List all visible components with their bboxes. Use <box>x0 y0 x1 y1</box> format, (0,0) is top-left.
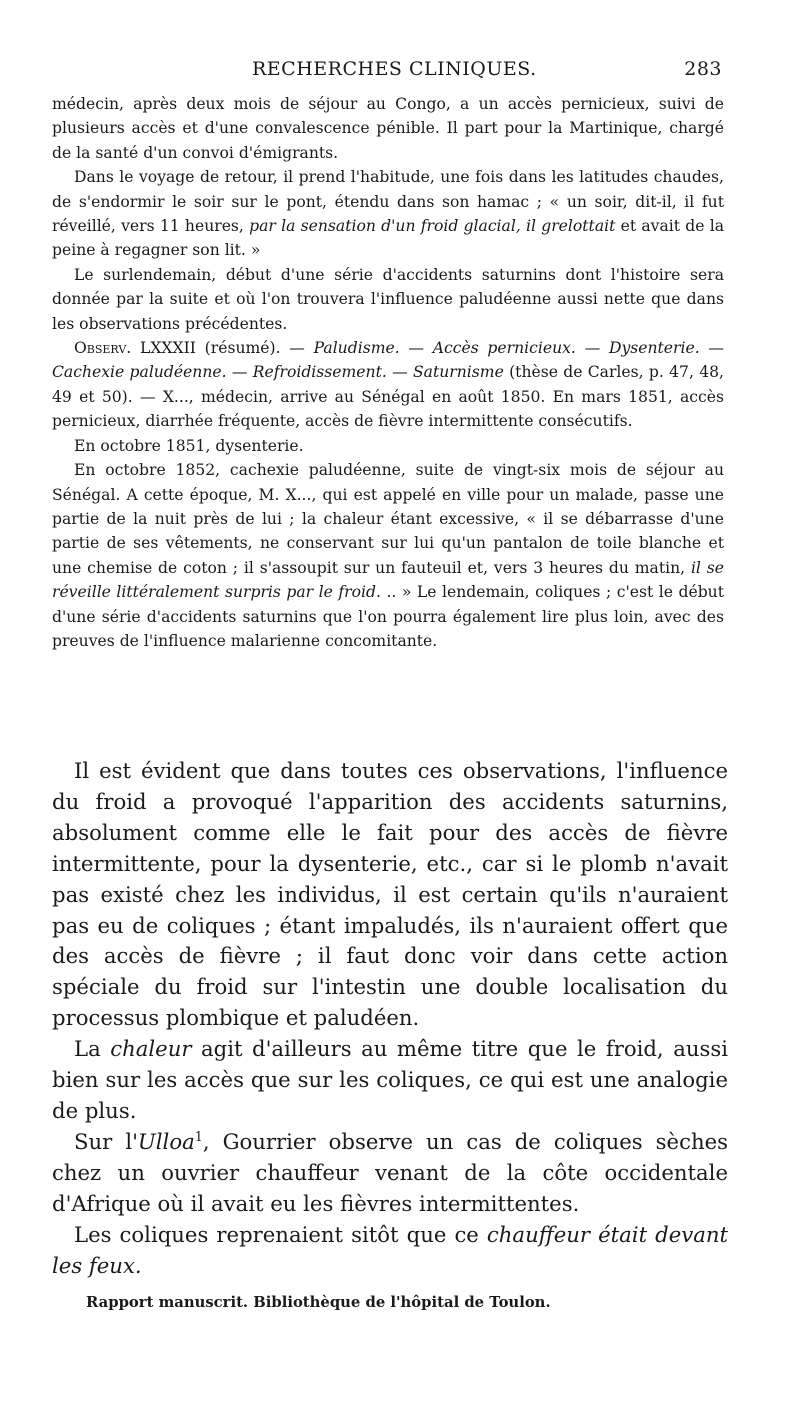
observation-paragraph: Dans le voyage de retour, il prend l'habitude, une fois dans les latitudes chaudes, de s'endormir le soir sur le pont, étendu dans son hamac ; « un soir, dit-il, il fut réveillé, vers 11 heures, par la sensation d'un froid glacial, il grelottait et avait de la peine à regagner son lit. » <box>52 168 724 260</box>
observation-label: Observ. <box>74 339 132 358</box>
page-number: 283 <box>684 58 722 80</box>
main-text-block <box>52 756 728 1281</box>
body-paragraph: Sur l'Ulloa$^1$, Gourrier observe un cas de coliques sèches chez un ouvrier chauffeur venant de la côte occidentale d'Afrique où il avait eu les fièvres intermittentes. <box>52 1128 729 1216</box>
footnote: Rapport manuscrit. Bibliothèque de l'hôpital de Toulon. <box>86 1294 551 1311</box>
observation-block <box>52 92 724 653</box>
observation-paragraph: Le surlendemain, début d'une série d'accidents saturnins dont l'histoire sera donnée par la suite et où l'on trouvera l'influence paludéenne aussi nette que dans les observations précédentes. <box>52 265 724 333</box>
running-header <box>52 58 722 88</box>
running-title: RECHERCHES CLINIQUES. <box>252 58 537 80</box>
body-paragraph: La chaleur agit d'ailleurs au même titre que le froid, aussi bien sur les accès que sur les coliques, ce qui est une analogie de plus. <box>52 1036 729 1123</box>
observation-paragraph: En octobre 1852, cachexie paludéenne, suite de vingt-six mois de séjour au Sénégal. A cette époque, M. X..., qui est appelé en ville pour un malade, passe une partie de la nuit près de lui ; la chaleur étant excessive, « il se débarrasse d'une partie de ses vêtements, ne conservant sur lui qu'un pantalon de toile blanche et une chemise de coton ; il s'assoupit sur un fauteuil et, vers 3 heures du matin, il se réveille littéralement surpris par le froid. .. » Le lendemain, coliques ; c'est le début d'une série d'accidents saturnins que l'on pourra également lire plus loin, avec des preuves de l'influence malarienne concomitante. <box>52 461 724 650</box>
body-paragraph: Les coliques reprenaient sitôt que ce chauffeur était devant les feux. <box>52 1221 729 1278</box>
footnote-marker: 1 <box>194 1128 203 1144</box>
observation-paragraph: médecin, après deux mois de séjour au Congo, a un accès pernicieux, suivi de plusieurs accès et d'une convalescence pénible. Il part pour la Martinique, chargé de la santé d'un convoi d'émigrants. <box>52 95 724 162</box>
observation-heading-paragraph: Observ. LXXXII (résumé). — Paludisme. — Accès pernicieux. — Dysenterie. — Cachexie paludéenne. — Refroidissement. — Saturnisme (thèse de Carles, p. 47, 48, 49 et 50). — X..., médecin, arrive au Sénégal en août 1850. En mars 1851, accès pernicieux, diarrhée fréquente, accès de fièvre intermittente consécutifs. <box>52 339 724 431</box>
body-paragraph: Il est évident que dans toutes ces observations, l'influence du froid a provoqué l'apparition des accidents saturnins, absolument comme elle le fait pour des accès de fièvre intermittente, pour la dysenterie, etc., car si le plomb n'avait pas existé chez les individus, il est certain qu'ils n'auraient pas eu de coliques ; étant impaludés, ils n'auraient offert que des accès de fièvre ; il faut donc voir dans cette action spéciale du froid sur l'intestin une double localisation du processus plombique et paludéen. <box>52 758 728 1031</box>
observation-paragraph: En octobre 1851, dysenterie. <box>74 436 304 455</box>
